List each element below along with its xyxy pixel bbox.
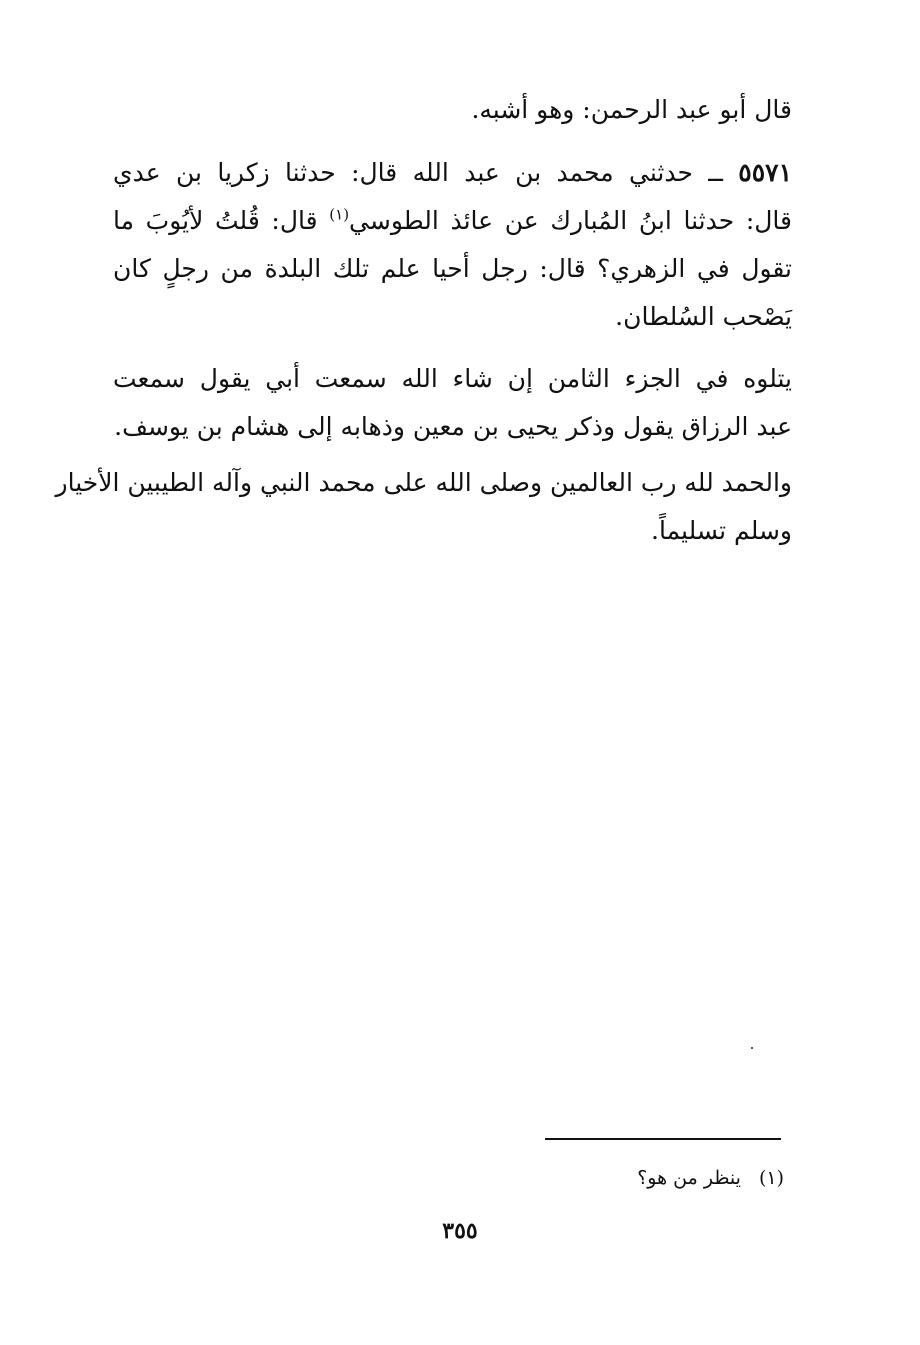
opening-remark-text: قال أبو عبد الرحمن: وهو أشبه. [471, 95, 792, 124]
hadith-number: ٥٥٧١ [738, 158, 792, 187]
hadith-line-1-text: ــ حدثني محمد بن عبد الله قال: حدثنا زكريا بن عدي [113, 158, 739, 187]
footnote-divider [545, 1138, 781, 1140]
hadith-line-2 [113, 204, 792, 238]
hadith-line-4-text: يَصْحب السُلطان. [615, 302, 792, 331]
footnote-marker: (١) [758, 1167, 784, 1189]
colophon-line-2 [114, 410, 792, 444]
page-number: ٣٥٥ [442, 1218, 478, 1244]
colophon-line-1-text: يتلوه في الجزء الثامن إن شاء الله سمعت أبي يقول سمعت [113, 364, 792, 393]
closing-line-1 [55, 466, 792, 500]
closing-line-2 [651, 514, 792, 548]
hadith-line-3 [113, 252, 792, 286]
hadith-line-2-part1: قال: حدثنا ابنُ المُبارك عن عائذ الطوسي [349, 206, 792, 235]
footnote-text: ينظر من هو؟ [637, 1167, 741, 1189]
colophon-line-1 [113, 362, 792, 396]
hadith-line-3-text: تقول في الزهري؟ قال: رجل أحيا علم تلك البلدة من رجلٍ كان [113, 254, 792, 283]
hadith-line-2-part2: قال: قُلتُ لأيُوبَ ما [113, 206, 330, 235]
closing-line-1-text: والحمد لله رب العالمين وصلى الله على محمد النبي وآله الطيبين الأخيار [55, 468, 792, 497]
scan-speck [751, 1047, 753, 1049]
opening-remark [471, 93, 792, 127]
hadith-line-4 [615, 300, 792, 334]
closing-line-2-text: وسلم تسليماً. [651, 516, 792, 545]
footnote-reference: (١) [329, 205, 350, 224]
hadith-line-1 [113, 156, 792, 190]
footnote [637, 1164, 784, 1192]
colophon-line-2-text: عبد الرزاق يقول وذكر يحيى بن معين وذهابه إلى هشام بن يوسف. [114, 412, 792, 441]
